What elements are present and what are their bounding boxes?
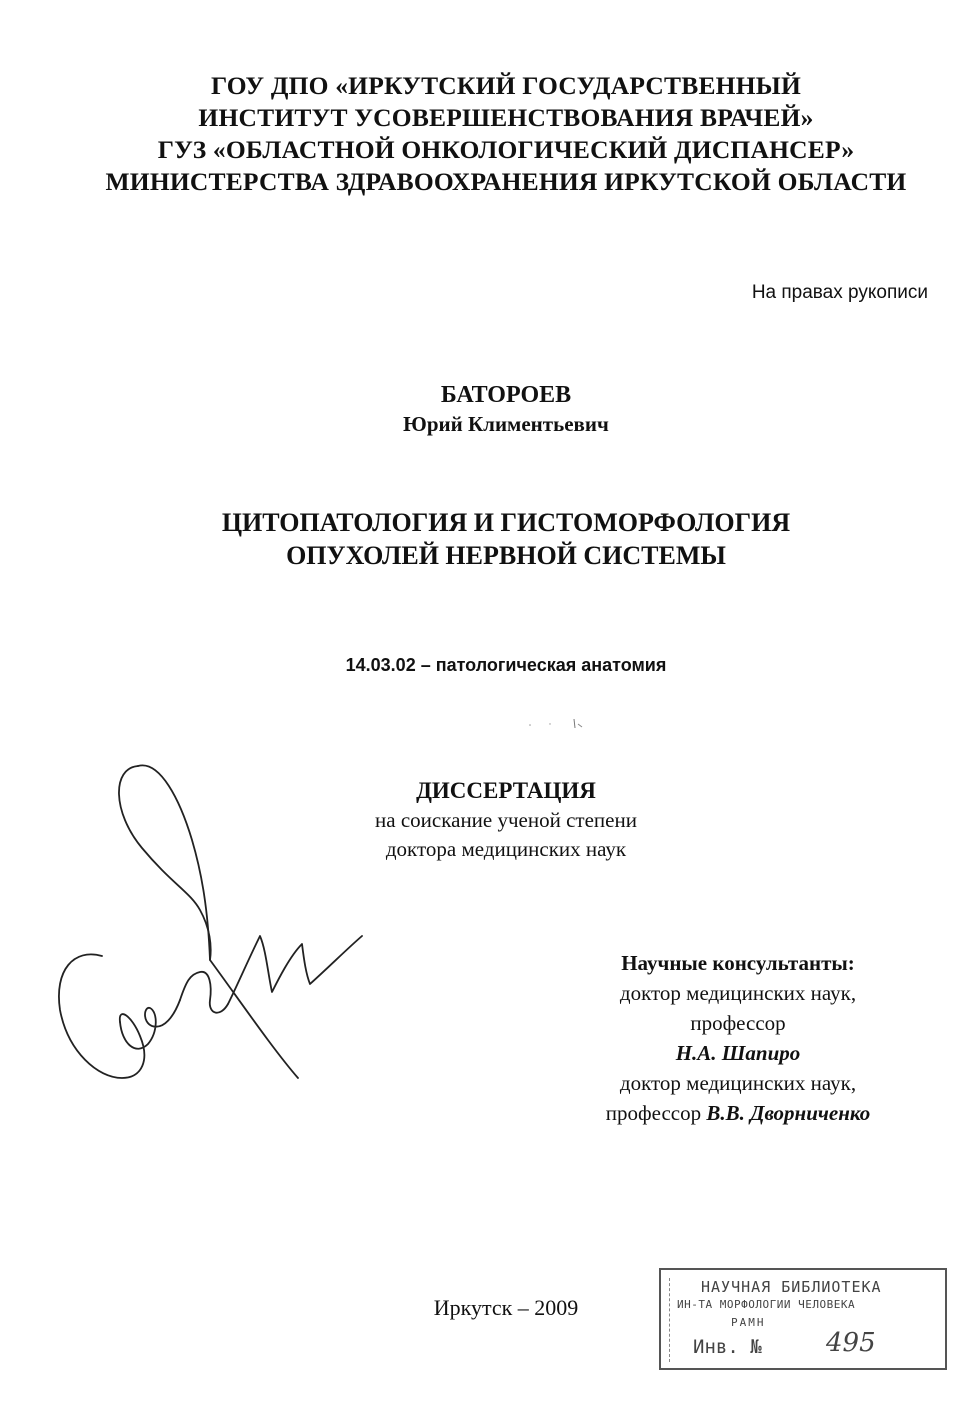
- stamp-line-1: НАУЧНАЯ БИБЛИОТЕКА: [701, 1278, 882, 1296]
- dissertation-line-1: на соискание ученой степени: [375, 808, 637, 832]
- header-line-4: МИНИСТЕРСТВА ЗДРАВООХРАНЕНИЯ ИРКУТСКОЙ ОБЛАСТИ: [105, 167, 907, 196]
- handwritten-signature: [40, 760, 380, 1090]
- consultant-1-name: Н.А. Шапиро: [675, 1041, 801, 1065]
- author-surname: БАТОРОЕВ: [440, 382, 572, 408]
- consultant-2-title: профессор: [605, 1101, 702, 1125]
- consultant-2-line: [558, 1098, 918, 1128]
- author-block: [0, 380, 966, 438]
- dissertation-topic: [0, 506, 966, 572]
- topic-line-2: ОПУХОЛЕЙ НЕРВНОЙ СИСТЕМЫ: [286, 541, 726, 570]
- header-line-3: ГУЗ «ОБЛАСТНОЙ ОНКОЛОГИЧЕСКИЙ ДИСПАНСЕР»: [157, 135, 855, 164]
- header-line-2: ИНСТИТУТ УСОВЕРШЕНСТВОВАНИЯ ВРАЧЕЙ»: [198, 103, 814, 132]
- topic-line-1: ЦИТОПАТОЛОГИЯ И ГИСТОМОРФОЛОГИЯ: [221, 508, 791, 537]
- stamp-inventory-number: 495: [826, 1328, 876, 1358]
- manuscript-note: На правах рукописи: [751, 282, 928, 303]
- specialty-code: 14.03.02 – патологическая анатомия: [345, 655, 667, 675]
- consultants-heading: Научные консультанты:: [621, 951, 855, 975]
- consultant-1-title: профессор: [690, 1011, 786, 1035]
- consultant-1-degree: доктор медицинских наук,: [619, 981, 857, 1005]
- consultant-2-name: В.В. Дворниченко: [706, 1101, 871, 1125]
- library-stamp: [659, 1268, 947, 1370]
- city-year: Иркутск – 2009: [433, 1295, 579, 1320]
- dissertation-label: ДИССЕРТАЦИЯ: [416, 778, 596, 803]
- stamp-inventory-label: Инв. №: [693, 1336, 762, 1358]
- scientific-consultants: [558, 948, 918, 1128]
- header-line-1: ГОУ ДПО «ИРКУТСКИЙ ГОСУДАРСТВЕННЫЙ: [210, 71, 802, 100]
- consultant-2-degree: доктор медицинских наук,: [619, 1071, 857, 1095]
- stamp-line-3: РАМН: [731, 1316, 766, 1329]
- scan-specks: [520, 715, 590, 735]
- dissertation-line-2: доктора медицинских наук: [385, 837, 627, 861]
- author-given-names: Юрий Климентьевич: [403, 412, 609, 436]
- stamp-dashed-edge: [669, 1278, 671, 1362]
- stamp-line-2: ИН-ТА МОРФОЛОГИИ ЧЕЛОВЕКА: [677, 1298, 856, 1311]
- institution-header: [0, 70, 966, 198]
